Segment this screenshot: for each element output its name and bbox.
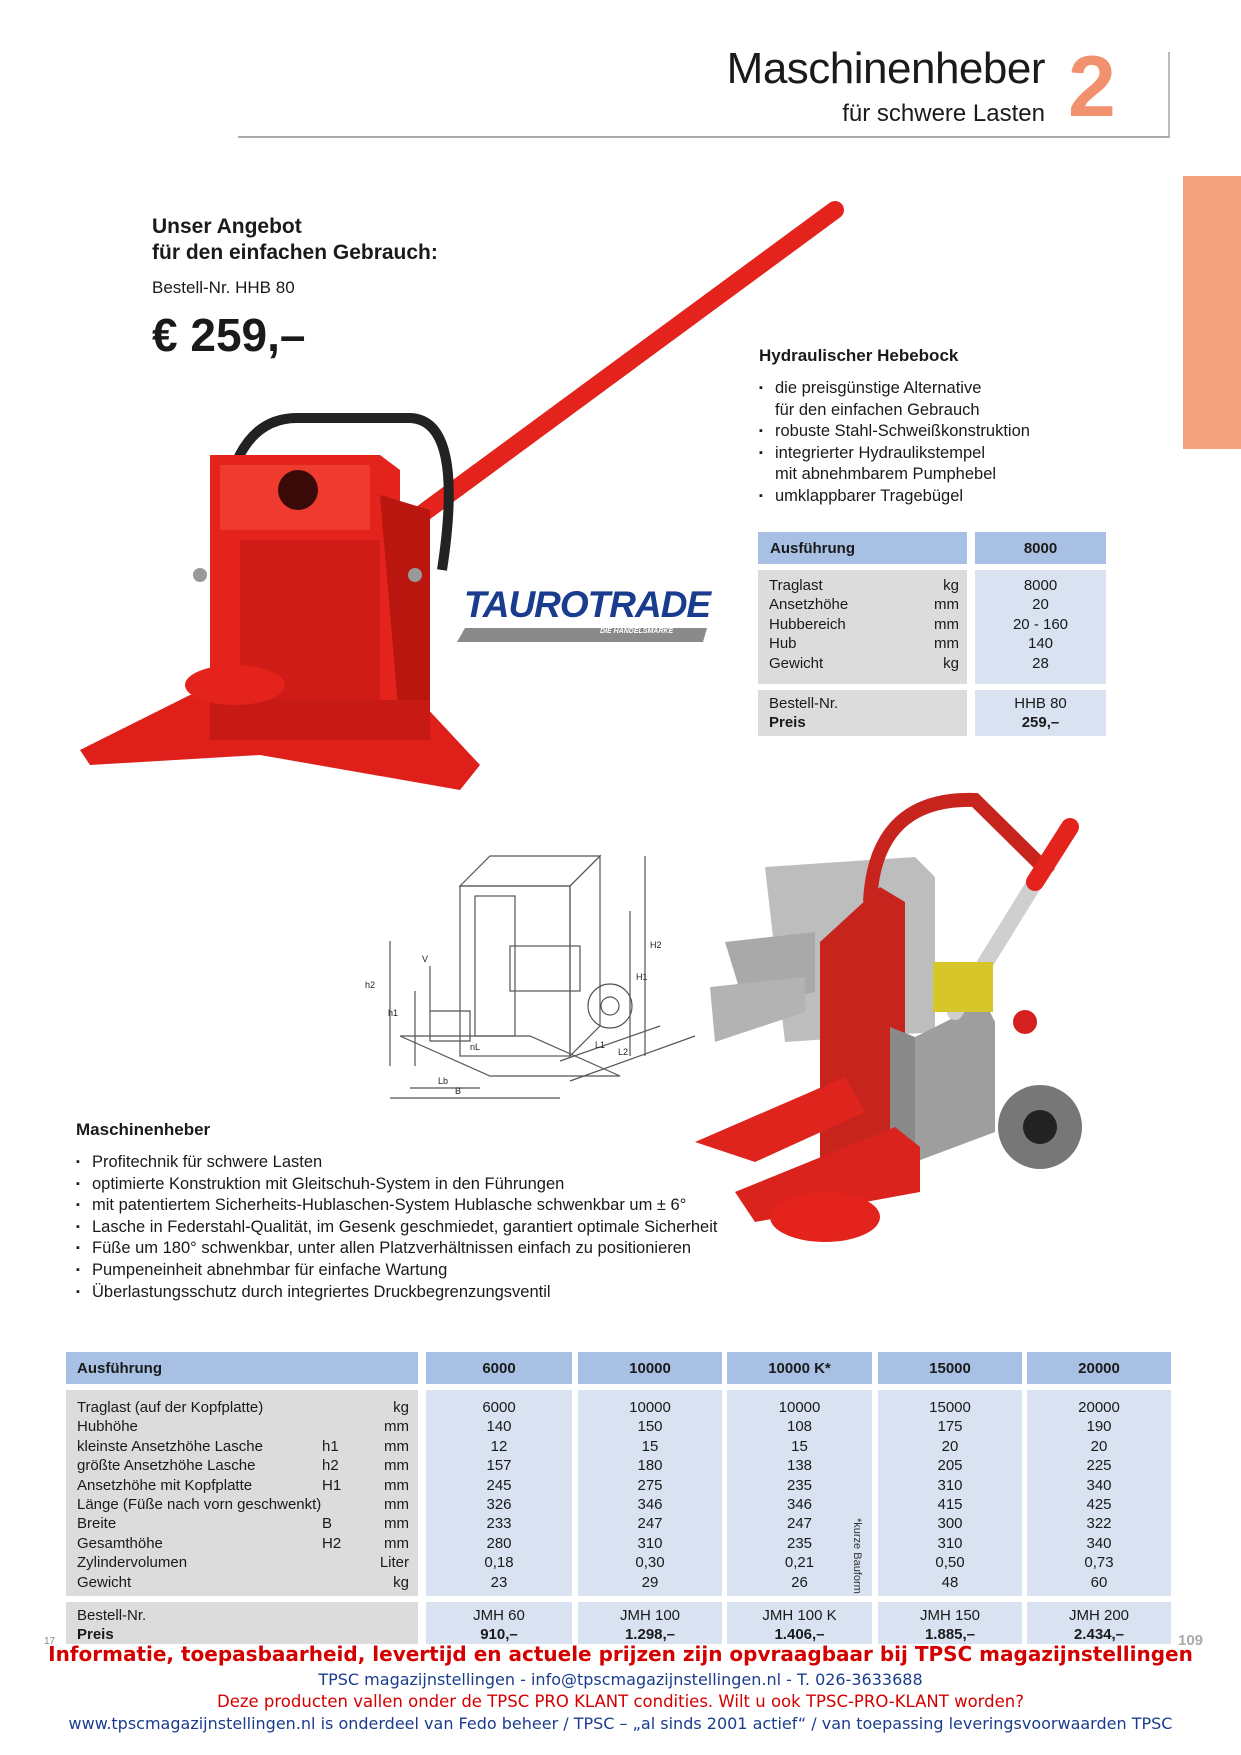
t2-footer-col — [426, 1606, 572, 1645]
order-label: Bestell-Nr. — [769, 695, 839, 712]
offer-heading-line2: für den einfachen Gebrauch: — [152, 241, 438, 264]
table-cell: 20 — [941, 1437, 959, 1455]
t2-header-label: Ausführung — [66, 1352, 418, 1384]
table-cell: 12 — [490, 1437, 508, 1455]
short-design-note: *kurze Bauform — [851, 1518, 863, 1594]
table-cell: 150 — [637, 1418, 663, 1436]
footer-info-line: Informatie, toepasbaarheid, levertijd en actuele prijzen zijn opvraagbaar bij TPSC magazijnstellingen — [48, 1642, 1193, 1666]
table-cell: 20 - 160 — [1012, 615, 1069, 633]
table-cell: 0,73 — [1084, 1554, 1114, 1572]
price-value: 259,– — [1021, 714, 1060, 732]
table-row: Länge (Füße nach vorn geschwenkt) mm — [77, 1496, 409, 1514]
table-row: Gewicht kg — [77, 1573, 409, 1591]
table-cell: 235 — [786, 1476, 813, 1494]
table-cell: 310 — [937, 1476, 963, 1494]
table-cell: 15 — [791, 1437, 808, 1455]
t1-labels — [769, 576, 959, 673]
table-cell: 310 — [637, 1534, 663, 1552]
table-cell: 340 — [1086, 1534, 1112, 1552]
offer-order-number: Bestell-Nr. HHB 80 — [152, 278, 295, 297]
dim-label-H2: H2 — [650, 940, 662, 950]
product2-feature: ▪ optimierte Konstruktion mit Gleitschuh-System in den Führungen — [76, 1174, 776, 1196]
table-cell: 20000 — [1078, 1399, 1120, 1416]
table-row: Hub mm — [769, 635, 959, 653]
t2-col-header: 10000 — [578, 1352, 722, 1384]
table-cell: 108 — [786, 1418, 813, 1436]
product1-feature: ▪ umklappbarer Tragebügel — [759, 486, 1089, 508]
product1-title: Hydraulischer Hebebock — [759, 346, 959, 365]
table-cell: 15000 — [929, 1399, 971, 1416]
price-value: 2.434,– — [1073, 1626, 1125, 1644]
table-row: Traglast (auf der Kopfplatte) kg — [77, 1399, 409, 1416]
footer-contact-line[interactable]: TPSC magazijnstellingen - info@tpscmagazijnstellingen.nl - T. 026-3633688 — [318, 1670, 923, 1689]
order-value: JMH 100 — [619, 1607, 681, 1624]
table-cell: 300 — [937, 1515, 963, 1533]
t2-col-header: 6000 — [426, 1352, 572, 1384]
product2-feature: ▪ Pumpeneinheit abnehmbar für einfache Wartung — [76, 1260, 776, 1282]
table-cell: 340 — [1086, 1476, 1112, 1494]
offer-price: € 259,– — [152, 309, 306, 361]
chapter-side-tab[interactable] — [1183, 176, 1241, 449]
taurotrade-logo: TAUROTRADE — [463, 584, 711, 625]
table-cell: 26 — [791, 1573, 808, 1591]
chapter-number: 2 — [1068, 39, 1116, 135]
table-cell: 0,30 — [635, 1554, 665, 1572]
t2-labels — [77, 1398, 409, 1592]
t2-col-values — [578, 1398, 722, 1592]
hydraulic-jack-image — [70, 190, 850, 820]
table-cell: 346 — [786, 1496, 813, 1514]
table-cell: 346 — [637, 1496, 663, 1514]
product2-feature: ▪ mit patentiertem Sicherheits-Hublaschen-System Hublasche schwenkbar um ± 6° — [76, 1195, 776, 1217]
t2-col-header: 20000 — [1027, 1352, 1171, 1384]
header-divider-vertical — [1168, 52, 1170, 136]
table-cell: 322 — [1086, 1515, 1112, 1533]
t1-header-label: Ausführung — [758, 532, 967, 564]
dim-label-Lb: Lb — [438, 1076, 449, 1086]
t2-footer-col — [1027, 1606, 1171, 1645]
table-cell: 23 — [490, 1573, 508, 1591]
table-cell: 205 — [937, 1457, 963, 1475]
header-divider-horizontal — [238, 136, 1170, 138]
table-cell: 10000 — [629, 1399, 671, 1416]
table-cell: 0,18 — [484, 1554, 514, 1572]
table-cell: 310 — [937, 1534, 963, 1552]
table-cell: 60 — [1090, 1573, 1108, 1591]
table-cell: 8000 — [1023, 577, 1058, 594]
product1-feature: ▪ robuste Stahl-Schweißkonstruktion — [759, 421, 1089, 443]
table-cell: 247 — [786, 1515, 813, 1533]
table-cell: 425 — [1086, 1496, 1112, 1514]
price-label: Preis — [769, 714, 806, 732]
price-value: 910,– — [480, 1626, 518, 1644]
table-cell: 415 — [937, 1496, 963, 1514]
table-cell: 190 — [1086, 1418, 1112, 1436]
table-row: Traglast kg — [769, 577, 959, 594]
table-cell: 15 — [641, 1437, 659, 1455]
table-cell: 20 — [1032, 596, 1049, 614]
footer-website-line[interactable]: www.tpscmagazijnstellingen.nl is onderdeel van Fedo beheer / TPSC – „al sinds 2001 actief“ / van toepassing leveringsvoorwaarden TPSC — [68, 1714, 1173, 1733]
dim-label-h1: h1 — [388, 1008, 399, 1018]
product2-title: Maschinenheber — [76, 1120, 211, 1139]
table-row: kleinste Ansetzhöhe Lasche h1 mm — [77, 1437, 409, 1455]
product2-feature: ▪ Überlastungsschutz durch integriertes Druckbegrenzungsventil — [76, 1282, 776, 1304]
table-cell: 48 — [941, 1573, 959, 1591]
table-row: Ansetzhöhe mm — [769, 596, 959, 614]
dim-label-V: V — [422, 954, 429, 964]
offer-heading-line1: Unser Angebot — [152, 215, 302, 238]
table-cell: 233 — [486, 1515, 512, 1533]
table-row: Hubbereich mm — [769, 615, 959, 633]
table-row: Ansetzhöhe mit Kopfplatte H1 mm — [77, 1476, 409, 1494]
table-cell: 180 — [637, 1457, 663, 1475]
table-cell: 280 — [486, 1534, 512, 1552]
table-row: größte Ansetzhöhe Lasche h2 mm — [77, 1457, 409, 1475]
t1-footer-labels — [769, 694, 959, 733]
table-cell: 245 — [486, 1476, 512, 1494]
order-value: JMH 150 — [919, 1607, 981, 1624]
price-value: 1.885,– — [924, 1626, 976, 1644]
t2-footer-col — [727, 1606, 872, 1645]
t2-col-header: 10000 K* — [727, 1352, 872, 1384]
table-cell: 6000 — [482, 1399, 516, 1416]
table-cell: 20 — [1090, 1437, 1108, 1455]
page-number: 109 — [1178, 1632, 1204, 1649]
t1-values — [975, 576, 1106, 673]
table-cell: 140 — [486, 1418, 512, 1436]
product2-feature: ▪ Füße um 180° schwenkbar, unter allen Platzverhältnissen einfach zu positionieren — [76, 1238, 776, 1260]
footer-pro-klant-line: Deze producten vallen onder de TPSC PRO KLANT condities. Wilt u ook TPSC-PRO-KLANT worden? — [216, 1692, 1025, 1711]
margin-mark: 17 — [44, 1636, 56, 1647]
product2-feature: ▪ Lasche in Federstahl-Qualität, im Gesenk geschmiedet, garantiert optimale Sicherheit — [76, 1217, 776, 1239]
dim-label-L2: L2 — [618, 1047, 629, 1057]
t1-footer-values — [975, 694, 1106, 733]
table-cell: 0,21 — [784, 1554, 815, 1572]
table-cell: 157 — [486, 1457, 512, 1475]
t2-col-values — [878, 1398, 1022, 1592]
t2-footer-col — [878, 1606, 1022, 1645]
t2-col-values — [426, 1398, 572, 1592]
table-cell: 28 — [1032, 654, 1049, 672]
table-row: Gewicht kg — [769, 654, 959, 672]
table-row: Gesamthöhe H2 mm — [77, 1534, 409, 1552]
product2-feature: ▪ Profitechnik für schwere Lasten — [76, 1152, 776, 1174]
table-cell: 275 — [637, 1476, 663, 1494]
dim-label-h2: h2 — [365, 980, 376, 990]
table-row: Breite B mm — [77, 1515, 409, 1533]
order-value: JMH 100 K — [762, 1607, 837, 1624]
product1-feature-list — [759, 378, 1089, 507]
table-cell: 225 — [1086, 1457, 1112, 1475]
taurotrade-tagline: DIE HANDELSMARKE — [600, 628, 674, 635]
table-cell: 247 — [637, 1515, 663, 1533]
table-cell: 235 — [786, 1534, 813, 1552]
price-label: Preis — [77, 1626, 114, 1644]
t2-footer-labels — [77, 1606, 409, 1645]
dim-label-H1: H1 — [636, 972, 648, 982]
product1-feature: ▪ die preisgünstige Alternative für den einfachen Gebrauch — [759, 378, 1089, 421]
table-cell: 140 — [1027, 635, 1054, 653]
t2-footer-col — [578, 1606, 722, 1645]
order-label: Bestell-Nr. — [77, 1607, 147, 1624]
t1-header-value: 8000 — [975, 532, 1106, 564]
page-title: Maschinenheber — [726, 44, 1045, 93]
page-subtitle: für schwere Lasten — [842, 100, 1045, 127]
order-value: HHB 80 — [1014, 695, 1067, 712]
table-cell: 0,50 — [935, 1554, 965, 1572]
dim-label-L1: L1 — [595, 1040, 606, 1050]
table-row: Hubhöhe mm — [77, 1418, 409, 1436]
order-value: JMH 200 — [1068, 1607, 1130, 1624]
table-cell: 326 — [486, 1496, 512, 1514]
dim-label-nL: nL — [470, 1042, 481, 1052]
table-cell: 10000 — [778, 1399, 821, 1416]
dim-label-B: B — [455, 1086, 462, 1096]
product2-feature-list — [76, 1152, 776, 1303]
table-cell: 175 — [937, 1418, 963, 1436]
order-value: JMH 60 — [473, 1607, 525, 1624]
price-value: 1.406,– — [774, 1626, 825, 1644]
price-value: 1.298,– — [624, 1626, 676, 1644]
t2-col-values — [1027, 1398, 1171, 1592]
table-cell: 138 — [786, 1457, 813, 1475]
t2-col-header: 15000 — [878, 1352, 1022, 1384]
technical-drawing — [365, 836, 710, 1106]
table-row: Zylindervolumen Liter — [77, 1554, 409, 1572]
table-cell: 29 — [641, 1573, 659, 1591]
product1-feature: ▪ integrierter Hydraulikstempel mit abnehmbarem Pumphebel — [759, 443, 1089, 486]
